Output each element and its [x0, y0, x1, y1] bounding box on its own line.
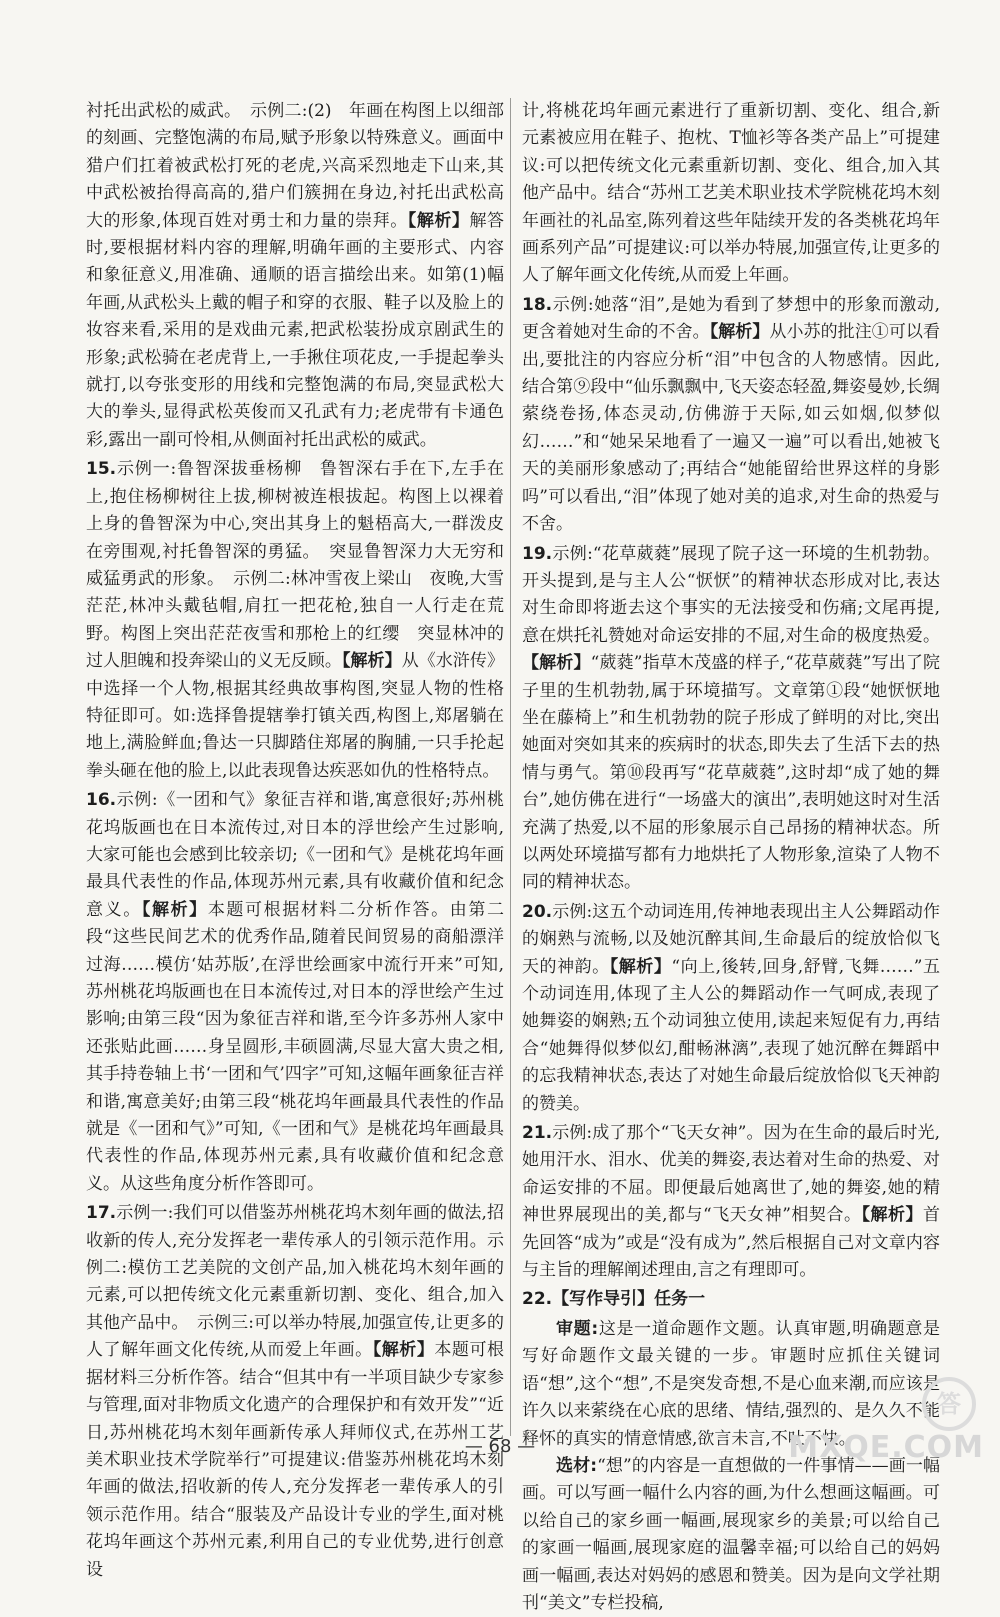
- item-number: 21.: [522, 1123, 553, 1144]
- writing-guide-header: [522, 1286, 940, 1313]
- answer-text: 衬托出武松的威武。 示例二:(2) 年画在构图上以细部的刻画、完整饱满的布局,赋予形象以特殊意义。画面中猎户们扛着被武松打死的老虎,兴高采烈地走下山来,其中武松被抬得高高的,猎户们簇拥在身边,衬托出武松高大的形象,体现百姓对勇士和力量的崇拜。: [86, 101, 504, 231]
- page-number: — 68 —: [464, 1436, 536, 1457]
- answer-text: 示例:成了那个“飞天女神”。因为在生命的最后时光,她用汗水、泪水、优美的舞姿,表达着对生命的热爱、对命运安排的不屈。即便最后她离世了,她的舞姿,她的精神世界展现出的美,都与“飞天女神”相契合。: [522, 1123, 940, 1226]
- analysis-tag: 【解析】: [861, 1205, 924, 1226]
- analysis-tag: 【解析】: [407, 210, 470, 231]
- right-column: [522, 98, 940, 1617]
- item-number: 17.: [86, 1203, 117, 1224]
- analysis-tag: 【解析】: [522, 653, 591, 674]
- analysis-text: 本题可根据材料三分析作答。结合“但其中有一半项目缺少专家参与管理,面对非物质文化遗产的合理保护和有效开发”“近日,苏州桃花坞木刻年画新传承人拜师仪式,在苏州工艺美术职业技术学院举行”可提建议:借鉴苏州桃花坞木刻年画的做法,招收新的传人,充分发挥老一辈传承人的引领示范作用。结合“服装及产品设计专业的学生,面对桃花坞年画这个苏州元素,利用自己的专业优势,进行创意设: [86, 1340, 505, 1580]
- answer-text: 示例一:鲁智深拔垂杨柳 鲁智深右手在下,左手在上,抱住杨柳树往上拔,柳树被连根拔起。构图上以裸着上身的鲁智深为中心,突出其身上的魁梧高大,一群泼皮在旁围观,衬托鲁智深的勇猛。 突显鲁智深力大无穷和威猛勇武的形象。 示例二:林冲雪夜上梁山 夜晚,大雪茫茫,林冲头戴毡帽,肩扛一把花枪,独自一人行走在荒野。构图上突出茫茫夜雪和那枪上的红缨 突显林冲的过人胆魄和投奔梁山的义无反顾。: [86, 459, 504, 672]
- analysis-text: 解答时,要根据材料内容的理解,明确年画的主要形式、内容和象征意义,用准确、通顺的语言描绘出来。如第(1)幅年画,从武松头上戴的帽子和穿的衣服、鞋子以及脸上的妆容来看,采用的是戏曲元素,把武松装扮成京剧武生的形象;武松骑在老虎背上,一手揪住项花皮,一手提起拳头就打,以夸张变形的用线和完整饱满的布局,突显武松大大的拳头,显得武松英俊而又孔武有力;老虎带有卡通色彩,露出一副可怜相,从侧面衬托出武松的威武。: [86, 210, 505, 450]
- answer-item: [86, 456, 504, 785]
- analysis-tag: 【解析】: [709, 322, 770, 343]
- watermark-text: MXQE.COM: [788, 1430, 984, 1465]
- answer-text: 示例一:我们可以借鉴苏州桃花坞木刻年画的做法,招收新的传人,充分发挥老一辈传承人的引领示范作用。示例二:模仿工艺美院的文创产品,加入桃花坞木刻年画的元素,可以把传统文化元素重新切割、变化、组合,加入其他产品中。 示例三:可以举办特展,加强宣传,让更多的人了解年画文化传统,从而爱上年画。: [86, 1203, 504, 1361]
- item-number: 15.: [86, 459, 117, 480]
- paragraph-label: 审题:: [556, 1318, 599, 1339]
- answer-item: [86, 98, 504, 454]
- writing-guide-paragraph: [522, 1453, 940, 1617]
- item-number: 20.: [522, 901, 553, 922]
- answer-item: [522, 1120, 940, 1284]
- analysis-tag: 【解析】: [141, 899, 208, 920]
- column-divider: [510, 98, 511, 1436]
- analysis-text: “向上,後转,回身,舒臂,飞舞……”五个动词连用,体现了主人公的舞蹈动作一气呵成,表现了她舞姿的娴熟;五个动词独立使用,读起来短促有力,再结合“她舞得似梦似幻,酣畅淋漓”,表现了她沉醉在舞蹈中的忘我精神状态,表达了对她生命最后绽放恰似飞天神韵的赞美。: [522, 956, 941, 1114]
- watermark-badge: 答: [922, 1377, 976, 1431]
- left-column: [86, 98, 504, 1586]
- analysis-text: 首先回答“成为”或是“没有成为”,然后根据自己对文章内容与主旨的理解阐述理由,言之有理即可。: [522, 1205, 941, 1281]
- answer-item: [522, 292, 940, 539]
- analysis-text: 从小苏的批注①可以看出,要批注的内容应分析“泪”中包含的人物感情。因此,结合第⑨段中“仙乐飘飘中,飞天姿态轻盈,舞姿曼妙,长绸萦绕卷扬,体态灵动,仿佛游于天际,如云如烟,似梦似幻……”和“她呆呆地看了一遍又一遍”可以看出,她被飞天的美丽形象感动了;再结合“她能留给世界这样的身影吗”可以看出,“泪”体现了她对美的追求,对生命的热爱与不舍。: [522, 322, 940, 535]
- analysis-text: 本题可根据材料二分析作答。由第二段“这些民间艺术的优秀作品,随着民间贸易的商船漂洋过海……模仿‘姑苏版’,在浮世绘画家中流行开来”可知,苏州桃花坞版画也在日本流传过,对日本的浮世绘产生过影响;由第三段“因为象征吉祥和谐,至今许多苏州人家中还张贴此画……身呈圆形,丰硕圆满,尽显大富大贵之相,其手持卷轴上书‘一团和气’四字”可知,这幅年画象征吉祥和谐,寓意美好;由第三段“桃花坞年画最具代表性的作品就是《一团和气》”可知,《一团和气》是桃花坞年画最具代表性的作品,体现苏州元素,具有收藏价值和纪念意义。从这些角度分析作答即可。: [86, 899, 505, 1194]
- analysis-tag: 【解析】: [372, 1340, 435, 1361]
- answer-item: [86, 787, 504, 1198]
- writing-guide-tag: 【写作导引】任务一: [552, 1289, 706, 1310]
- analysis-text: 从《水浒传》中选择一个人物,根据其经典故事构图,突显人物的性格特征即可。如:选择鲁提辖拳打镇关西,构图上,郑屠躺在地上,满脸鲜血;鲁达一只脚踏住郑屠的胸脯,一只手抡起拳头砸在他的脸上,以此表现鲁达疾恶如仇的性格特点。: [86, 651, 504, 781]
- paragraph-text: “想”的内容是一直想做的一件事情——画一幅画。可以写画一幅什么内容的画,为什么想画这幅画。可以给自己的家乡画一幅画,展现家乡的美景;可以给自己的家画一幅画,展现家庭的温馨幸福;可以给自己的妈妈画一幅画,表达对妈妈的感恩和赞美。因为是向文学社期刊“美文”专栏投稿,: [522, 1455, 940, 1613]
- answer-text: 计,将桃花坞年画元素进行了重新切割、变化、组合,新元素被应用在鞋子、抱枕、T恤衫等各类产品上”可提建议:可以把传统文化元素重新切割、变化、组合,加入其他产品中。结合“苏州工艺美术职业技术学院桃花坞木刻年画社的礼品室,陈列着这些年陆续开发的各类桃花坞年画系列产品”可提建议:可以举办特展,加强宣传,让更多的人了解年画文化传统,从而爱上年画。: [522, 101, 940, 286]
- analysis-tag: 【解析】: [609, 956, 672, 977]
- item-number: 18.: [522, 294, 553, 315]
- answer-text: 示例:她落“泪”,是她为看到了梦想中的形象而激动,更含着她对生命的不舍。: [522, 294, 940, 343]
- answer-text: 示例:这五个动词连用,传神地表现出主人公舞蹈动作的娴熟与流畅,以及她沉醉其间,生命最后的绽放恰似飞天的神韵。: [522, 901, 940, 977]
- analysis-text: “葳蕤”指草木茂盛的样子,“花草葳蕤”写出了院子里的生机勃勃,属于环境描写。文章第①段“她恹恹地坐在藤椅上”和生机勃勃的院子形成了鲜明的对比,突出她面对突如其来的疾病时的状态,即失去了生活下去的热情与勇气。第⑩段再写“花草葳蕤”,这时却“成了她的舞台”,她仿佛在进行“一场盛大的演出”,表明她这时对生活充满了热爱,以不屈的形象展示自己昂扬的精神状态。所以两处环境描写都有力地烘托了人物形象,渲染了人物不同的精神状态。: [522, 653, 941, 893]
- item-number: 16.: [86, 790, 117, 811]
- analysis-tag: 【解析】: [341, 651, 402, 672]
- item-number: 19.: [522, 543, 553, 564]
- paragraph-text: 这是一道命题作文题。认真审题,明确题意是写好命题作文最关键的一步。审题时应抓住关键词语“想”,这个“想”,不是突发奇想,不是心血来潮,而应该是许久以来萦绕在心底的思绪、情结,强烈的、是久久不能释怀的真实的情意情感,欲言未言,不吐不快。: [522, 1318, 940, 1449]
- answer-item: [522, 541, 940, 897]
- paragraph-label: 选材:: [556, 1455, 598, 1476]
- answer-item: [522, 899, 940, 1118]
- answer-item: [86, 1200, 504, 1584]
- answer-item: [522, 98, 940, 290]
- item-number: 22.: [522, 1289, 553, 1310]
- answer-text: 示例:《一团和气》象征吉祥和谐,寓意很好;苏州桃花坞版画也在日本流传过,对日本的浮世绘产生过影响,大家可能也会感到比较亲切;《一团和气》是桃花坞年画最具代表性的作品,体现苏州元素,具有收藏价值和纪念意义。: [86, 790, 504, 920]
- answer-text: 示例:“花草葳蕤”展现了院子这一环境的生机勃勃。开头提到,是与主人公“恹恹”的精神状态形成对比,表达对生命即将逝去这个事实的无法接受和伤痛;文尾再提,意在烘托礼赞她对命运安排的不屈,对生命的极度热爱。: [522, 543, 940, 646]
